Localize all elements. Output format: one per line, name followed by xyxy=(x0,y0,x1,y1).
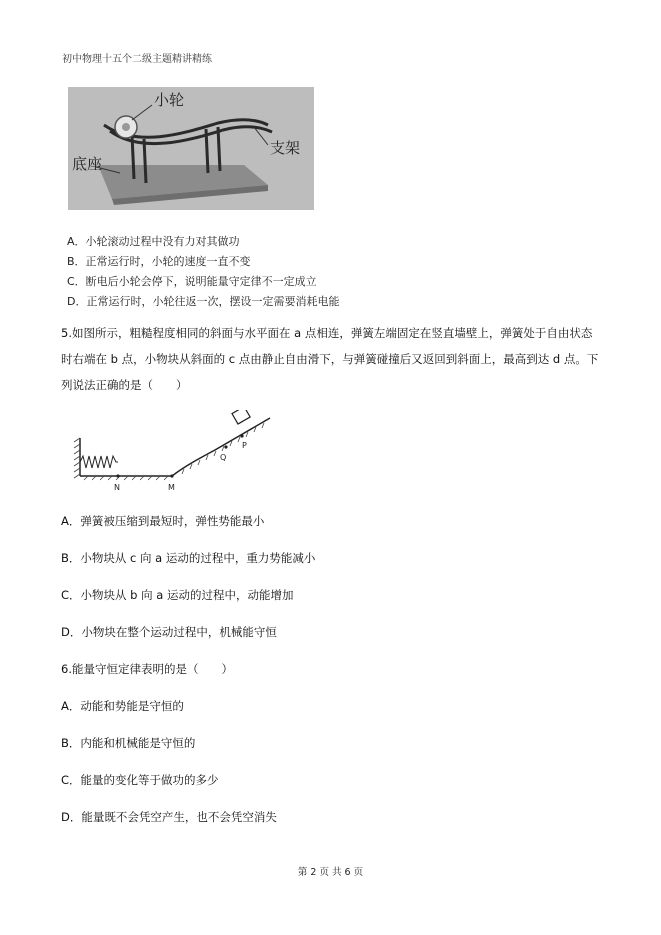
wheel-bracket-photo xyxy=(68,87,314,210)
incline xyxy=(172,418,270,476)
spring-incline-diagram xyxy=(70,410,282,494)
q4-option-b: B．正常运行时，小轮的速度一直不变 xyxy=(67,255,251,268)
q5-option-c: C．小物块从 b 向 a 运动的过程中，动能增加 xyxy=(61,588,294,602)
q5-stem-line-1: 5.如图所示，粗糙程度相同的斜面与水平面在 a 点相连，弹簧左端固定在竖直墙壁上，弹簧处于自由状态 xyxy=(61,326,593,340)
page-footer: 第 2 页 共 6 页 xyxy=(297,867,364,878)
q6-option-a: A．动能和势能是守恒的 xyxy=(61,699,184,713)
q4-option-a: A．小轮滚动过程中没有力对其做功 xyxy=(67,235,240,248)
q6-option-d: D．能量既不会凭空产生，也不会凭空消失 xyxy=(61,810,277,824)
spring-incline-figure xyxy=(70,410,282,494)
label-bracket: 支架 xyxy=(270,139,301,157)
q4-option-c: C．断电后小轮会停下，说明能量守定律不一定成立 xyxy=(67,275,317,288)
q6-option-c: C．能量的变化等于做功的多少 xyxy=(61,773,219,787)
label-p: P xyxy=(242,441,247,450)
q5-option-b: B．小物块从 c 向 a 运动的过程中，重力势能减小 xyxy=(61,551,316,565)
q5-stem-line-2: 时右端在 b 点，小物块从斜面的 c 点由静止自由滑下，与弹簧碰撞后又返回到斜面上，最高到达 d 点。下 xyxy=(61,352,599,366)
label-m: M xyxy=(168,483,175,492)
point-p xyxy=(240,434,243,437)
page-header: 初中物理十五个二级主题精讲精练 xyxy=(62,54,212,65)
label-base: 底座 xyxy=(72,155,103,173)
q5-stem-line-3: 列说法正确的是（ ） xyxy=(61,378,188,392)
point-n xyxy=(116,474,119,477)
q5-stem xyxy=(61,320,609,398)
spring xyxy=(80,456,118,468)
q5-option-a: A．弹簧被压缩到最短时，弹性势能最小 xyxy=(61,514,265,528)
point-q xyxy=(224,445,227,448)
q6-stem: 6.能量守恒定律表明的是（ ） xyxy=(61,662,233,676)
label-n: N xyxy=(114,483,120,492)
label-wheel: 小轮 xyxy=(154,91,185,109)
point-m xyxy=(170,474,173,477)
label-q: Q xyxy=(220,453,227,462)
q4-option-d: D．正常运行时，小轮往返一次，摆设一定需要消耗电能 xyxy=(67,295,340,308)
wheel-bracket-figure xyxy=(68,87,314,210)
block xyxy=(232,410,250,424)
q6-option-b: B．内能和机械能是守恒的 xyxy=(61,736,196,750)
q5-option-d: D．小物块在整个运动过程中，机械能守恒 xyxy=(61,625,277,639)
